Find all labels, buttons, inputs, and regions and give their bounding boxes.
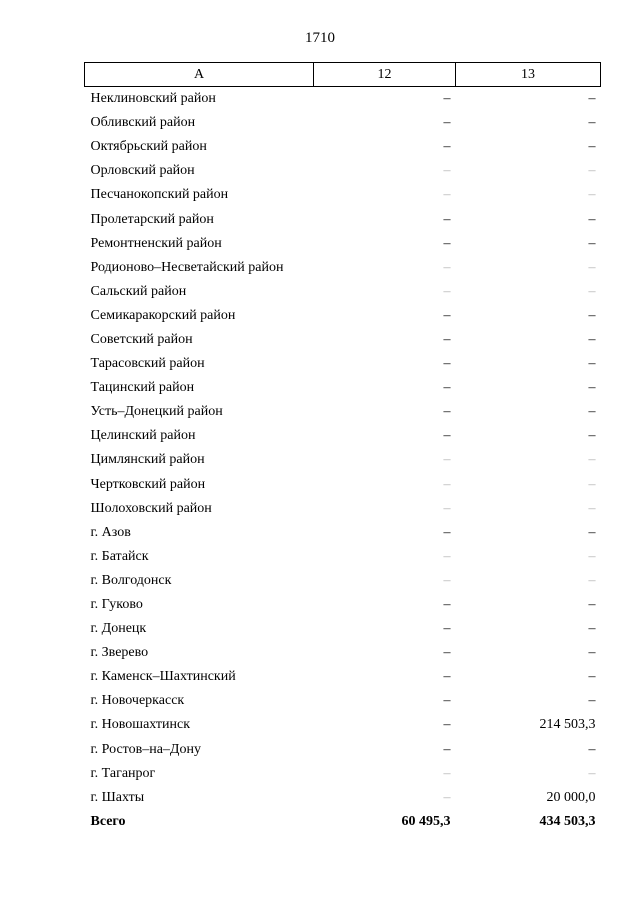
row-value-12: – [443,331,451,347]
row-name: Семикаракорский район [90,307,236,323]
row-name: г. Гуково [90,597,143,613]
table-row [85,159,601,183]
row-name: Родионово–Несветайский район [90,259,284,275]
column-header-13: 13 [456,63,601,87]
row-name: Цимлянский район [90,452,205,468]
row-value-13: – [588,235,596,251]
row-value-13: – [588,693,596,709]
table-row [85,400,601,424]
table-row [85,569,601,593]
table-row [85,786,601,810]
row-value-13: – [588,669,596,685]
row-name: Орловский район [90,163,195,179]
row-value-12: – [443,259,451,275]
row-value-13: – [588,91,596,107]
row-name: г. Таганрог [90,765,156,781]
row-value-12: – [443,163,451,179]
row-name: Целинский район [90,428,196,444]
table-row [85,448,601,472]
row-name: Неклиновский район [90,91,216,107]
row-value-12: – [443,693,451,709]
row-value-12: – [443,476,451,492]
row-name: г. Волгодонск [90,572,172,588]
row-value-13: – [588,115,596,131]
total-label: Всего [90,813,126,829]
row-name: Пролетарский район [90,211,214,227]
table-row [85,183,601,207]
row-name: г. Новошахтинск [90,717,191,733]
row-name: Сальский район [90,283,187,299]
row-value-13: – [588,452,596,468]
row-value-12: – [443,789,451,805]
row-name: Советский район [90,331,193,347]
row-value-12: – [443,717,451,733]
column-header-a: А [85,63,314,87]
row-value-13: – [588,211,596,227]
table-body [85,87,601,834]
table-row [85,304,601,328]
row-value-13: 20 000,0 [546,789,596,805]
table-row [85,617,601,641]
row-value-12: – [443,452,451,468]
row-name: Октябрьский район [90,139,207,155]
row-name: Шолоховский район [90,500,212,516]
table-row [85,473,601,497]
row-value-12: – [443,404,451,420]
page-number: 1710 [305,30,335,46]
row-value-12: – [443,380,451,396]
row-name: Обливский район [90,115,196,131]
table-row [85,352,601,376]
row-name: г. Донецк [90,621,147,637]
row-name: Усть–Донецкий район [90,404,223,420]
row-name: г. Азов [90,524,131,540]
row-name: Тарасовский район [90,356,205,372]
row-value-13: – [588,476,596,492]
row-name: г. Ростов–на–Дону [90,741,201,757]
row-name: г. Шахты [90,789,145,805]
row-value-13: – [588,380,596,396]
table-row [85,665,601,689]
row-name: Тацинский район [90,380,195,396]
row-name: г. Каменск–Шахтинский [90,669,236,685]
total-value-13: 434 503,3 [539,813,596,829]
row-value-13: – [588,283,596,299]
row-name: Чертковский район [90,476,206,492]
table-row [85,87,601,112]
table-row [85,545,601,569]
row-name: г. Батайск [90,548,149,564]
row-value-12: – [443,187,451,203]
row-value-13: – [588,500,596,516]
budget-table [84,62,601,834]
row-value-13: – [588,259,596,275]
row-name: Песчанокопский район [90,187,229,203]
table-row [85,256,601,280]
row-value-13: – [588,548,596,564]
total-row [85,810,601,834]
row-value-12: – [443,741,451,757]
row-value-12: – [443,548,451,564]
total-value-12: 60 495,3 [401,813,451,829]
table-row [85,521,601,545]
row-value-13: 214 503,3 [539,717,596,733]
row-value-13: – [588,741,596,757]
row-value-13: – [588,765,596,781]
row-value-13: – [588,572,596,588]
row-value-13: – [588,139,596,155]
row-value-12: – [443,500,451,516]
row-value-13: – [588,524,596,540]
row-value-12: – [443,307,451,323]
row-value-12: – [443,115,451,131]
row-value-12: – [443,669,451,685]
row-value-12: – [443,356,451,372]
table-row [85,135,601,159]
table-row [85,207,601,231]
row-value-13: – [588,307,596,323]
table-row [85,232,601,256]
row-value-12: – [443,524,451,540]
budget-table-container [84,62,600,834]
row-value-13: – [588,428,596,444]
table-header [85,63,601,87]
table-row [85,738,601,762]
row-value-13: – [588,163,596,179]
header-row [85,63,601,87]
table-row [85,424,601,448]
row-value-12: – [443,211,451,227]
row-name: Ремонтненский район [90,235,222,251]
table-row [85,280,601,304]
row-value-12: – [443,235,451,251]
row-value-12: – [443,139,451,155]
row-value-12: – [443,572,451,588]
row-value-12: – [443,283,451,299]
row-value-13: – [588,331,596,347]
row-value-13: – [588,645,596,661]
table-row [85,376,601,400]
row-value-13: – [588,597,596,613]
column-header-12: 12 [314,63,456,87]
table-row [85,713,601,737]
table-row [85,328,601,352]
table-row [85,762,601,786]
row-value-12: – [443,91,451,107]
row-value-12: – [443,597,451,613]
row-value-12: – [443,765,451,781]
row-value-12: – [443,645,451,661]
table-row [85,641,601,665]
row-value-13: – [588,187,596,203]
row-value-13: – [588,621,596,637]
table-row [85,497,601,521]
row-name: г. Зверево [90,645,149,661]
table-row [85,593,601,617]
row-value-12: – [443,428,451,444]
row-name: г. Новочеркасск [90,693,185,709]
row-value-12: – [443,621,451,637]
row-value-13: – [588,356,596,372]
table-row [85,689,601,713]
table-row [85,111,601,135]
row-value-13: – [588,404,596,420]
